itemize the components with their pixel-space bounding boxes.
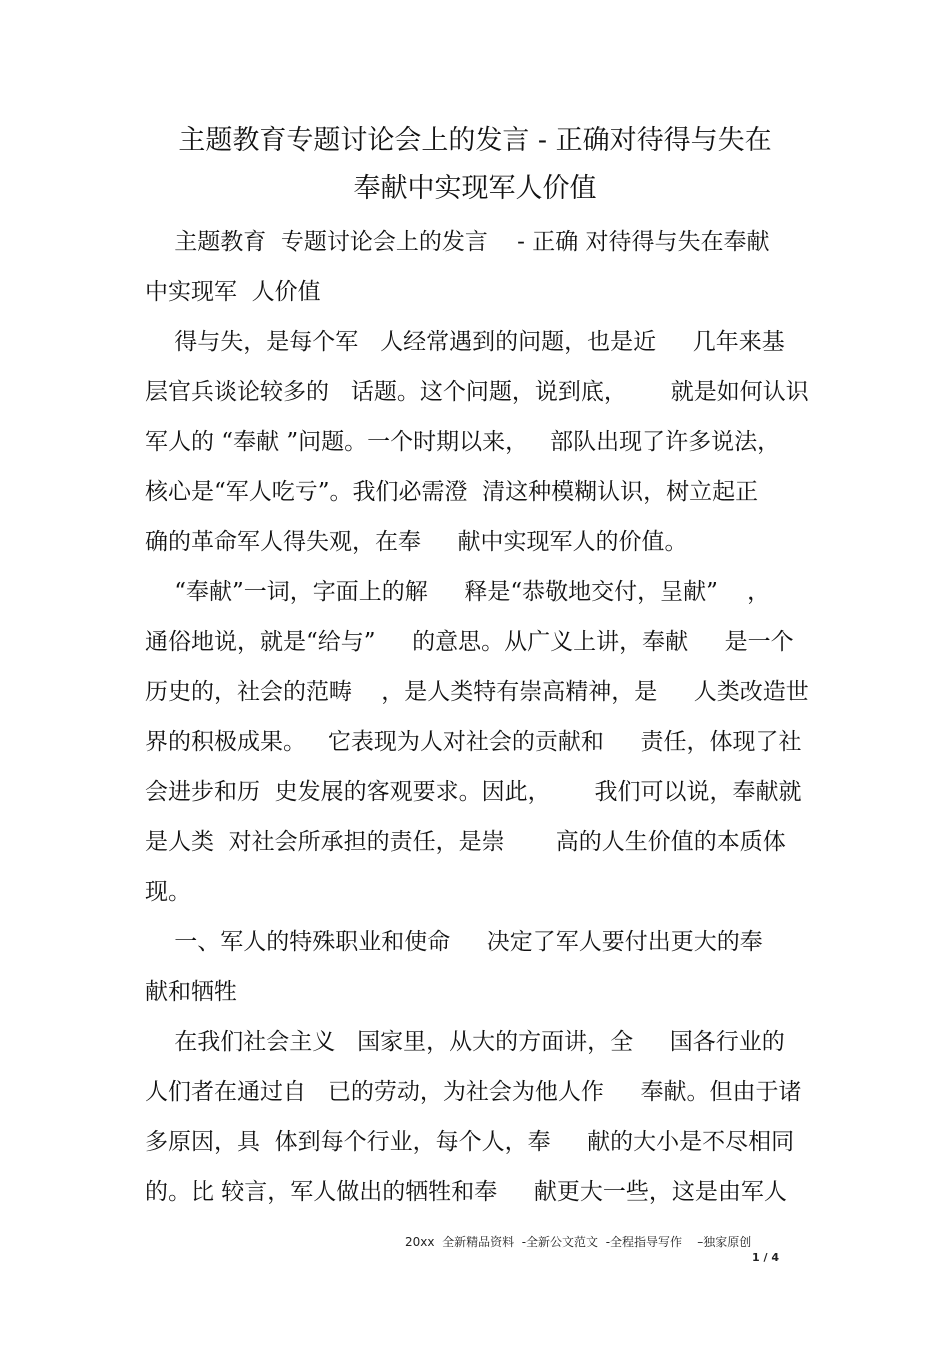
document-title-line-1: 主题教育专题讨论会上的发言 - 正确对待得与失在 [178,125,772,156]
body-line: 历史的，社会的范畴 ，是人类特有崇高精神，是 人类改造世 [145,679,809,705]
body-line: 核心是“军人吃亏”。我们必需澄 清这种模糊认识，树立起正 [145,479,759,505]
body-line: 一、军人的特殊职业和使命 决定了军人要付出更大的奉 [145,929,763,955]
body-line: 通俗地说，就是“给与” 的意思。从广义上讲，奉献 是一个 [145,629,794,655]
body-line: 军人的 “奉献 ”问题。一个时期以来， 部队出现了许多说法， [145,429,781,455]
body-line: 的。比 较言，军人做出的牺牲和奉 献更大一些，这是由军人 [145,1179,787,1205]
body-line: “奉献”一词，字面上的解 释是“恭敬地交付，呈献” ， [145,579,771,605]
body-line: 人们者在通过自 已的劳动，为社会为他人作 奉献。但由于诸 [145,1079,802,1105]
body-line: 在我们社会主义 国家里，从大的方面讲，全 国各行业的 [145,1029,785,1055]
body-line: 界的积极成果。 它表现为人对社会的贡献和 责任，体现了社 [145,729,802,755]
body-line: 是人类 对社会所承担的责任，是崇 高的人生价值的本质体 [145,829,786,855]
body-line: 主题教育 专题讨论会上的发言 - 正确 对待得与失在奉献 [145,229,770,255]
body-line: 现。 [145,879,191,905]
footer-text: 20xx 全新精品资料 -全新公文范文 -全程指导写作 –独家原创 [405,1235,752,1249]
body-line: 会进步和历 史发展的客观要求。因此， 我们可以说，奉献就 [145,779,802,805]
body-line: 献和牺牲 [145,979,237,1005]
page-number: 1 / 4 [752,1251,779,1264]
body-line: 层官兵谈论较多的 话题。这个问题，说到底， 就是如何认识 [145,379,809,405]
body-line: 中实现军 人价值 [145,279,321,305]
document-title-line-2: 奉献中实现军人价值 [353,173,597,204]
body-line: 确的革命军人得失观，在奉 献中实现军人的价值。 [145,529,688,555]
body-line: 多原因，具 体到每个行业，每个人，奉 献的大小是不尽相同 [145,1129,795,1155]
body-line: 得与失，是每个军 人经常遇到的问题，也是近 几年来基 [145,329,785,355]
